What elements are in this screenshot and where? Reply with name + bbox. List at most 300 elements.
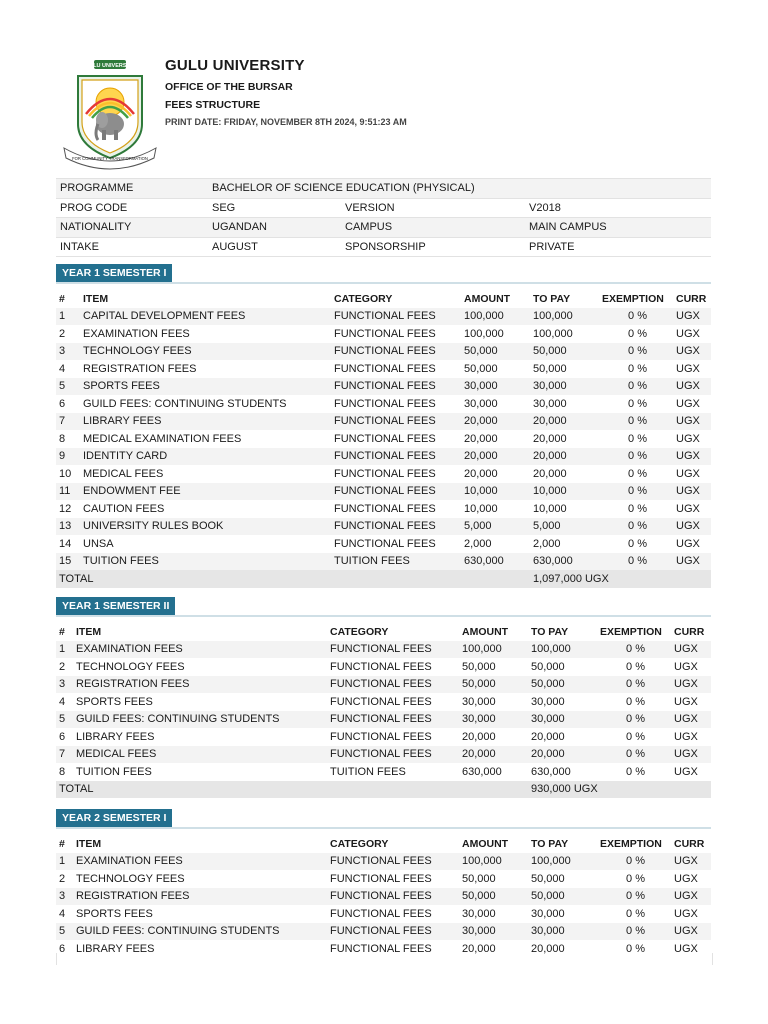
info-label: VERSION — [341, 198, 525, 218]
cell-exemption: 0 % — [599, 378, 673, 396]
cell-category: FUNCTIONAL FEES — [330, 942, 432, 955]
column-header-exemption: EXEMPTION — [602, 292, 664, 305]
cell-n: 14 — [59, 537, 72, 550]
cell-n: 4 — [59, 695, 66, 708]
cell-item: LIBRARY FEES — [80, 413, 331, 431]
table-row — [56, 500, 711, 518]
cell-item: REGISTRATION FEES — [73, 676, 327, 694]
column-header-amount: AMOUNT — [462, 837, 509, 850]
cell-amount: 20,000 — [464, 432, 498, 445]
cell-amount: 10,000 — [461, 483, 530, 501]
cell-exemption: 0 % — [597, 711, 671, 729]
cell-item: SPORTS FEES — [76, 695, 153, 708]
cell-category: FUNCTIONAL FEES — [330, 695, 432, 708]
info-value: MAIN CAMPUS — [525, 218, 711, 238]
cell-category: FUNCTIONAL FEES — [334, 502, 436, 515]
info-value: PRIVATE — [525, 237, 711, 257]
table-row — [56, 676, 711, 694]
table-row — [56, 870, 711, 888]
cell-exemption: 0 % — [628, 432, 647, 445]
fees-table — [56, 835, 711, 958]
table-row — [56, 430, 711, 448]
cell-to-pay: 10,000 — [530, 483, 599, 501]
cell-to-pay: 20,000 — [531, 730, 565, 743]
cell-category: FUNCTIONAL FEES — [327, 746, 459, 764]
cell-n: 4 — [59, 362, 66, 375]
cell-category: FUNCTIONAL FEES — [327, 641, 459, 659]
print-date: PRINT DATE: FRIDAY, NOVEMBER 8TH 2024, 9:51:23 AM — [165, 117, 407, 127]
cell-to-pay: 20,000 — [528, 746, 597, 764]
cell-item: MEDICAL FEES — [83, 467, 164, 480]
cell-to-pay: 100,000 — [530, 308, 599, 326]
cell-curr: UGX — [673, 483, 711, 501]
cell-item: TECHNOLOGY FEES — [76, 660, 185, 673]
total-row — [56, 570, 711, 588]
cell-exemption: 0 % — [597, 888, 671, 906]
cell-curr: UGX — [673, 308, 711, 326]
cell-category: FUNCTIONAL FEES — [331, 413, 461, 431]
cell-to-pay: 5,000 — [530, 518, 599, 536]
table-row — [56, 746, 711, 764]
cell-n: 1 — [56, 853, 73, 871]
cell-to-pay: 50,000 — [533, 362, 567, 375]
cell-to-pay: 20,000 — [533, 432, 567, 445]
info-value: BACHELOR OF SCIENCE EDUCATION (PHYSICAL) — [208, 179, 711, 199]
table-row — [56, 693, 711, 711]
cell-exemption: 0 % — [597, 746, 671, 764]
table-row — [56, 378, 711, 396]
cell-curr: UGX — [674, 660, 698, 673]
table-header-row — [56, 290, 711, 308]
table-row — [56, 535, 711, 553]
cell-to-pay: 30,000 — [530, 378, 599, 396]
cell-to-pay: 20,000 — [533, 467, 567, 480]
cell-category: FUNCTIONAL FEES — [330, 907, 432, 920]
cell-item: LIBRARY FEES — [76, 942, 155, 955]
column-header-to-pay: TO PAY — [531, 837, 569, 850]
cell-exemption: 0 % — [626, 660, 645, 673]
column-header-item: ITEM — [76, 625, 102, 638]
info-row-nationality — [56, 218, 711, 238]
column-header-num: # — [59, 292, 65, 305]
cell-curr: UGX — [676, 327, 700, 340]
cell-exemption: 0 % — [626, 765, 645, 778]
column-header-category: CATEGORY — [334, 292, 393, 305]
cell-item: SPORTS FEES — [76, 907, 153, 920]
cell-item: GUILD FEES: CONTINUING STUDENTS — [73, 711, 327, 729]
total-value: 1,097,000 UGX — [530, 570, 711, 588]
cell-n: 8 — [59, 765, 66, 778]
cell-category: FUNCTIONAL FEES — [334, 327, 436, 340]
cell-exemption: 0 % — [628, 537, 647, 550]
cell-to-pay: 100,000 — [528, 853, 597, 871]
cell-n: 2 — [59, 872, 66, 885]
cell-curr: UGX — [671, 923, 711, 941]
cell-amount: 20,000 — [464, 467, 498, 480]
cell-to-pay: 50,000 — [530, 343, 599, 361]
cell-exemption: 0 % — [626, 872, 645, 885]
info-label: NATIONALITY — [56, 218, 208, 238]
cell-n: 5 — [56, 711, 73, 729]
info-value: AUGUST — [208, 237, 341, 257]
cell-curr: UGX — [673, 343, 711, 361]
section-divider — [56, 282, 711, 284]
column-header-to-pay: TO PAY — [533, 292, 571, 305]
cell-n: 7 — [56, 746, 73, 764]
cell-exemption: 0 % — [626, 695, 645, 708]
table-row — [56, 325, 711, 343]
cell-exemption: 0 % — [597, 923, 671, 941]
column-header-exemption: EXEMPTION — [600, 837, 662, 850]
cell-n: 6 — [59, 942, 66, 955]
cell-exemption: 0 % — [628, 502, 647, 515]
column-header-item: ITEM — [76, 837, 102, 850]
cell-exemption: 0 % — [599, 448, 673, 466]
cell-n: 5 — [56, 923, 73, 941]
cell-curr: UGX — [673, 413, 711, 431]
cell-n: 4 — [59, 907, 66, 920]
cell-item: EXAMINATION FEES — [83, 327, 190, 340]
cell-item: TECHNOLOGY FEES — [76, 872, 185, 885]
cell-amount: 100,000 — [459, 641, 528, 659]
cell-amount: 50,000 — [464, 362, 498, 375]
cell-to-pay: 630,000 — [530, 553, 599, 571]
cell-amount: 30,000 — [459, 711, 528, 729]
cell-curr: UGX — [673, 378, 711, 396]
cell-n: 8 — [59, 432, 66, 445]
cell-category: FUNCTIONAL FEES — [331, 308, 461, 326]
cell-n: 12 — [59, 502, 72, 515]
column-header-category: CATEGORY — [330, 625, 389, 638]
info-row-intake — [56, 237, 711, 257]
info-value: UGANDAN — [208, 218, 341, 238]
cell-curr: UGX — [671, 676, 711, 694]
cell-curr: UGX — [674, 695, 698, 708]
table-row — [56, 483, 711, 501]
cell-item: UNSA — [83, 537, 114, 550]
cell-amount: 50,000 — [459, 888, 528, 906]
cell-category: FUNCTIONAL FEES — [327, 888, 459, 906]
column-header-category: CATEGORY — [330, 837, 389, 850]
cell-to-pay: 20,000 — [531, 942, 565, 955]
cell-amount: 30,000 — [462, 907, 496, 920]
cell-exemption: 0 % — [628, 327, 647, 340]
table-header-row — [56, 623, 711, 641]
cell-n: 10 — [59, 467, 72, 480]
section-title: YEAR 1 SEMESTER II — [56, 597, 175, 615]
section-year1-sem2 — [56, 596, 711, 798]
column-header-to-pay: TO PAY — [531, 625, 569, 638]
cell-to-pay: 50,000 — [531, 660, 565, 673]
cell-amount: 2,000 — [464, 537, 492, 550]
cell-item: GUILD FEES: CONTINUING STUDENTS — [83, 397, 287, 410]
cell-amount: 100,000 — [461, 308, 530, 326]
table-header-row — [56, 835, 711, 853]
cell-curr: UGX — [673, 553, 711, 571]
column-header-exemption: EXEMPTION — [600, 625, 662, 638]
cell-item: LIBRARY FEES — [76, 730, 155, 743]
total-label: TOTAL — [56, 781, 528, 799]
cell-curr: UGX — [671, 746, 711, 764]
cell-curr: UGX — [673, 448, 711, 466]
table-row — [56, 465, 711, 483]
table-row — [56, 518, 711, 536]
cell-exemption: 0 % — [628, 362, 647, 375]
cell-curr: UGX — [674, 907, 698, 920]
cell-category: FUNCTIONAL FEES — [327, 923, 459, 941]
cell-n: 15 — [56, 553, 80, 571]
table-row — [56, 711, 711, 729]
cell-n: 2 — [59, 327, 66, 340]
info-value: SEG — [208, 198, 341, 218]
section-year2-sem1 — [56, 808, 711, 958]
total-value: 930,000 UGX — [528, 781, 711, 799]
cell-exemption: 0 % — [599, 343, 673, 361]
table-row — [56, 763, 711, 781]
cell-amount: 30,000 — [464, 397, 498, 410]
table-row — [56, 308, 711, 326]
cell-category: FUNCTIONAL FEES — [331, 448, 461, 466]
cell-to-pay: 30,000 — [531, 695, 565, 708]
office-name: OFFICE OF THE BURSAR — [165, 81, 293, 93]
info-label: INTAKE — [56, 237, 208, 257]
column-header-num: # — [59, 625, 65, 638]
cell-item: GUILD FEES: CONTINUING STUDENTS — [73, 923, 327, 941]
cell-n: 3 — [56, 676, 73, 694]
section-divider — [56, 615, 711, 617]
cell-category: FUNCTIONAL FEES — [331, 378, 461, 396]
cell-curr: UGX — [671, 711, 711, 729]
cell-to-pay: 630,000 — [531, 765, 571, 778]
cell-to-pay: 20,000 — [530, 448, 599, 466]
cell-item: TUITION FEES — [76, 765, 152, 778]
cell-category: FUNCTIONAL FEES — [330, 660, 432, 673]
table-row — [56, 888, 711, 906]
cell-item: EXAMINATION FEES — [73, 853, 327, 871]
cell-category: FUNCTIONAL FEES — [327, 711, 459, 729]
fees-table — [56, 290, 711, 588]
cell-category: FUNCTIONAL FEES — [331, 343, 461, 361]
info-label: PROG CODE — [56, 198, 208, 218]
cell-n: 7 — [56, 413, 80, 431]
cell-curr: UGX — [674, 942, 698, 955]
cell-item: IDENTITY CARD — [80, 448, 331, 466]
cell-curr: UGX — [671, 641, 711, 659]
cell-to-pay: 30,000 — [533, 397, 567, 410]
cell-exemption: 0 % — [597, 676, 671, 694]
cell-item: UNIVERSITY RULES BOOK — [80, 518, 331, 536]
cell-curr: UGX — [671, 888, 711, 906]
cell-curr: UGX — [676, 467, 700, 480]
cell-amount: 20,000 — [461, 413, 530, 431]
table-row — [56, 905, 711, 923]
table-row — [56, 658, 711, 676]
section-title: YEAR 2 SEMESTER I — [56, 809, 172, 827]
cell-to-pay: 50,000 — [531, 872, 565, 885]
total-label: TOTAL — [56, 570, 530, 588]
cell-category: FUNCTIONAL FEES — [330, 872, 432, 885]
table-row — [56, 448, 711, 466]
cell-n: 1 — [56, 641, 73, 659]
table-row — [56, 395, 711, 413]
cell-exemption: 0 % — [628, 397, 647, 410]
cell-category: FUNCTIONAL FEES — [331, 483, 461, 501]
cell-n: 5 — [56, 378, 80, 396]
cell-category: FUNCTIONAL FEES — [334, 537, 436, 550]
cell-category: FUNCTIONAL FEES — [334, 362, 436, 375]
cell-item: CAPITAL DEVELOPMENT FEES — [80, 308, 331, 326]
document-title: FEES STRUCTURE — [165, 99, 261, 111]
cell-item: MEDICAL FEES — [73, 746, 327, 764]
cell-exemption: 0 % — [628, 467, 647, 480]
table-row — [56, 553, 711, 571]
info-row-programme — [56, 179, 711, 199]
cell-amount: 50,000 — [462, 872, 496, 885]
cell-n: 2 — [59, 660, 66, 673]
cell-curr: UGX — [676, 502, 700, 515]
section-title: YEAR 1 SEMESTER I — [56, 264, 172, 282]
cell-amount: 20,000 — [462, 730, 496, 743]
section-divider — [56, 827, 711, 829]
logo-caption-bottom: FOR COMMUNITY TRANSFORMATION — [72, 156, 148, 161]
info-value: V2018 — [525, 198, 711, 218]
section-year1-sem1 — [56, 263, 711, 588]
cell-item: REGISTRATION FEES — [83, 362, 197, 375]
cell-item: REGISTRATION FEES — [73, 888, 327, 906]
cell-item: TECHNOLOGY FEES — [80, 343, 331, 361]
cell-to-pay: 100,000 — [533, 327, 573, 340]
table-row — [56, 413, 711, 431]
cell-to-pay: 50,000 — [528, 888, 597, 906]
cell-curr: UGX — [676, 432, 700, 445]
cell-amount: 100,000 — [464, 327, 504, 340]
cell-amount: 630,000 — [462, 765, 502, 778]
cell-category: FUNCTIONAL FEES — [334, 432, 436, 445]
cell-exemption: 0 % — [597, 853, 671, 871]
cell-n: 1 — [56, 308, 80, 326]
info-label: PROGRAMME — [56, 179, 208, 199]
cell-curr: UGX — [674, 872, 698, 885]
cell-amount: 20,000 — [459, 746, 528, 764]
cell-to-pay: 10,000 — [533, 502, 567, 515]
info-row-prog-code — [56, 198, 711, 218]
cell-category: TUITION FEES — [331, 553, 461, 571]
cell-curr: UGX — [676, 397, 700, 410]
cell-exemption: 0 % — [626, 942, 645, 955]
cell-to-pay: 2,000 — [533, 537, 561, 550]
cell-category: FUNCTIONAL FEES — [330, 730, 432, 743]
cell-n: 11 — [56, 483, 80, 501]
cell-curr: UGX — [676, 537, 700, 550]
cell-item: EXAMINATION FEES — [73, 641, 327, 659]
cell-amount: 630,000 — [461, 553, 530, 571]
cell-n: 9 — [56, 448, 80, 466]
cell-curr: UGX — [674, 765, 698, 778]
cell-category: FUNCTIONAL FEES — [334, 397, 436, 410]
cell-exemption: 0 % — [599, 308, 673, 326]
cell-item: ENDOWMENT FEE — [80, 483, 331, 501]
cell-n: 13 — [56, 518, 80, 536]
cell-category: FUNCTIONAL FEES — [327, 853, 459, 871]
table-row — [56, 641, 711, 659]
university-name: GULU UNIVERSITY — [165, 57, 305, 74]
cell-n: 6 — [59, 397, 66, 410]
total-row — [56, 781, 711, 799]
cell-item: MEDICAL EXAMINATION FEES — [83, 432, 242, 445]
cell-amount: 50,000 — [461, 343, 530, 361]
cell-amount: 30,000 — [459, 923, 528, 941]
table-row — [56, 360, 711, 378]
cell-curr: UGX — [674, 730, 698, 743]
column-header-amount: AMOUNT — [464, 292, 511, 305]
cell-curr: UGX — [676, 362, 700, 375]
cell-exemption: 0 % — [599, 483, 673, 501]
cell-exemption: 0 % — [597, 641, 671, 659]
column-header-num: # — [59, 837, 65, 850]
table-row — [56, 923, 711, 941]
cell-exemption: 0 % — [599, 553, 673, 571]
cell-item: TUITION FEES — [80, 553, 331, 571]
cell-exemption: 0 % — [599, 413, 673, 431]
cell-item: CAUTION FEES — [83, 502, 165, 515]
fees-table — [56, 623, 711, 798]
info-label: SPONSORSHIP — [341, 237, 525, 257]
cell-amount: 50,000 — [462, 660, 496, 673]
university-logo — [58, 54, 162, 170]
cell-to-pay: 50,000 — [528, 676, 597, 694]
cell-amount: 30,000 — [462, 695, 496, 708]
cell-n: 3 — [56, 343, 80, 361]
logo-caption-top: GULU UNIVERSITY — [84, 63, 136, 69]
cell-exemption: 0 % — [626, 730, 645, 743]
cell-amount: 50,000 — [459, 676, 528, 694]
table-row — [56, 853, 711, 871]
page-continuation — [56, 953, 713, 965]
cell-to-pay: 30,000 — [528, 711, 597, 729]
cell-amount: 20,000 — [461, 448, 530, 466]
programme-info-table — [56, 178, 711, 257]
cell-category: FUNCTIONAL FEES — [331, 518, 461, 536]
cell-amount: 20,000 — [462, 942, 496, 955]
cell-amount: 10,000 — [464, 502, 498, 515]
cell-to-pay: 30,000 — [531, 907, 565, 920]
info-label: CAMPUS — [341, 218, 525, 238]
cell-amount: 5,000 — [461, 518, 530, 536]
cell-exemption: 0 % — [626, 907, 645, 920]
column-header-curr: CURR — [674, 837, 705, 850]
cell-item: SPORTS FEES — [80, 378, 331, 396]
cell-n: 3 — [56, 888, 73, 906]
cell-curr: UGX — [673, 518, 711, 536]
cell-amount: 30,000 — [461, 378, 530, 396]
table-row — [56, 343, 711, 361]
cell-to-pay: 100,000 — [528, 641, 597, 659]
cell-category: FUNCTIONAL FEES — [327, 676, 459, 694]
column-header-amount: AMOUNT — [462, 625, 509, 638]
cell-n: 6 — [59, 730, 66, 743]
column-header-item: ITEM — [83, 292, 109, 305]
cell-category: FUNCTIONAL FEES — [334, 467, 436, 480]
table-row — [56, 728, 711, 746]
cell-curr: UGX — [671, 853, 711, 871]
cell-category: TUITION FEES — [330, 765, 406, 778]
column-header-curr: CURR — [674, 625, 705, 638]
cell-amount: 100,000 — [459, 853, 528, 871]
column-header-curr: CURR — [676, 292, 707, 305]
cell-exemption: 0 % — [599, 518, 673, 536]
document-header — [165, 57, 407, 127]
cell-to-pay: 30,000 — [528, 923, 597, 941]
